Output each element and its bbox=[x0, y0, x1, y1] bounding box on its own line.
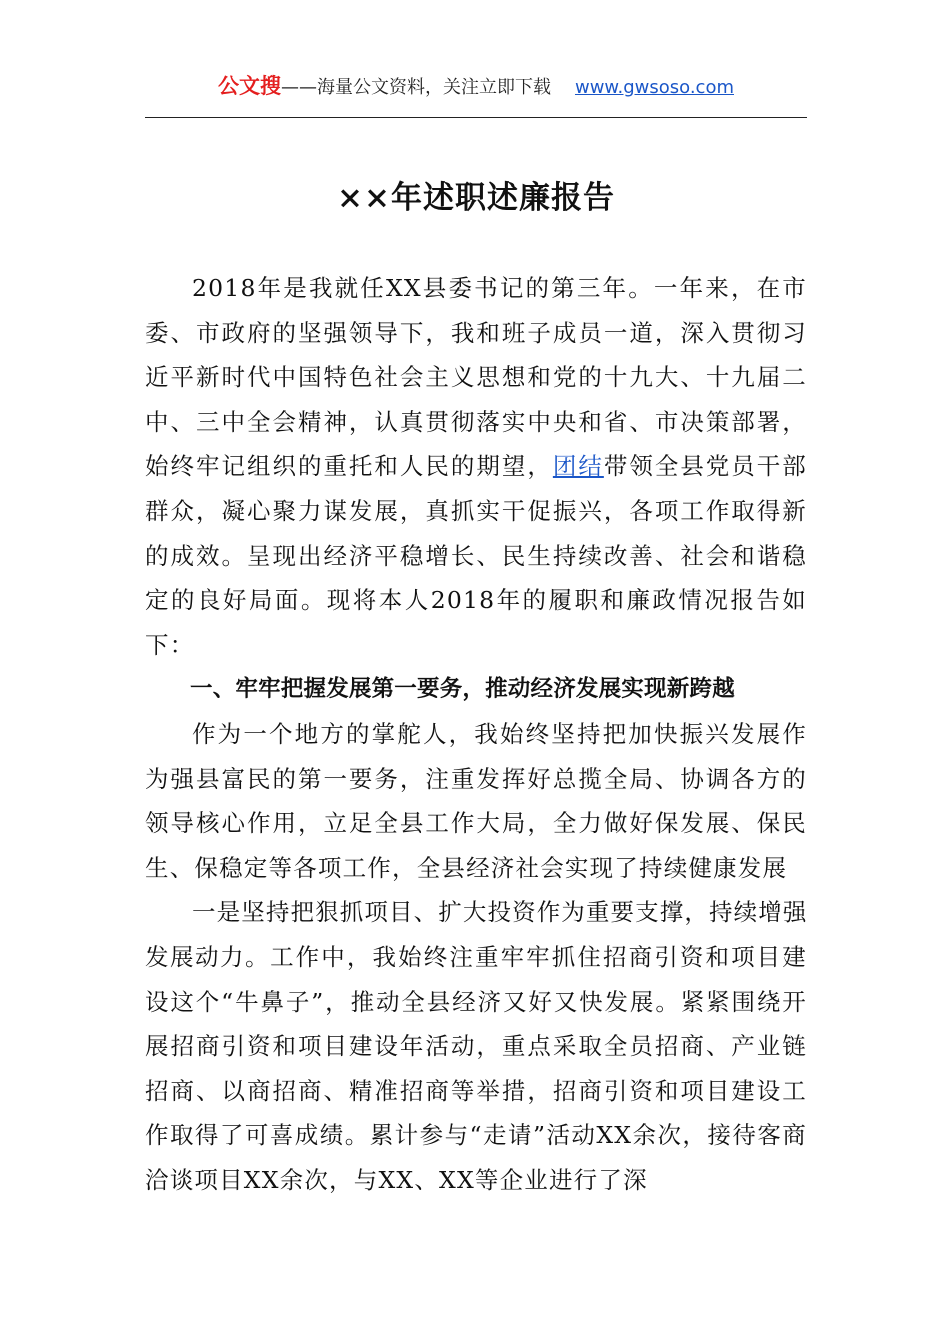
section-1-paragraph: 作为一个地方的掌舵人，我始终坚持把加快振兴发展作为强县富民的第一要务，注重发挥好总揽全局、协调各方的领导核心作用，立足全县工作大局，全力做好保发展、保民生、保稳定等各项工作，全县经济社会实现了持续健康发展 bbox=[145, 719, 807, 882]
inline-link-tuanjie[interactable]: 团结 bbox=[552, 452, 604, 481]
section-heading-1: 一、牢牢把握发展第一要务，推动经济发展实现新跨越 bbox=[190, 676, 735, 703]
site-header bbox=[145, 70, 807, 106]
point-1-lead: 一是坚持把狠抓项目、扩大投资作为重要支撑，持续增强发展动力。 bbox=[145, 898, 807, 971]
header-divider bbox=[145, 117, 807, 118]
intro-paragraph bbox=[145, 266, 807, 667]
document-body bbox=[145, 266, 807, 1202]
brand-logo-text[interactable]: 公文搜 bbox=[217, 74, 281, 98]
point-1-body: 工作中，我始终注重牢牢抓住招商引资和项目建设这个“牛鼻子”，推动全县经济又好又快发展。紧紧围绕开展招商引资和项目建设年活动，重点采取全员招商、产业链招商、以商招商、精准招商等举措，招商引资和项目建设工作取得了可喜成绩。累计参与“走请”活动XX余次，接待客商洽谈项目XX余次，与XX、XX等企业进行了深 bbox=[145, 942, 807, 1194]
section-1-point-1 bbox=[145, 890, 807, 1202]
site-url-link[interactable]: www.gwsoso.com bbox=[574, 77, 734, 98]
header-slogan: ——海量公文资料，关注立即下载 bbox=[280, 77, 551, 98]
document-title: ××年述职述廉报告 bbox=[337, 180, 615, 216]
intro-text-before-link: 2018年是我就任XX县委书记的第三年。一年来，在市委、市政府的坚强领导下，我和班子成员一道，深入贯彻习近平新时代中国特色社会主义思想和党的十九大、十九届二中、三中全会精神，认真贯彻落实中央和省、市决策部署，始终牢记组织的重托和人民的期望， bbox=[145, 274, 807, 481]
intro-text-after-link: 带领全县党员干部群众，凝心聚力谋发展，真抓实干促振兴，各项工作取得新的成效。呈现出经济平稳增长、民生持续改善、社会和谐稳定的良好局面。现将本人2018年的履职和廉政情况报告如下： bbox=[145, 452, 807, 659]
